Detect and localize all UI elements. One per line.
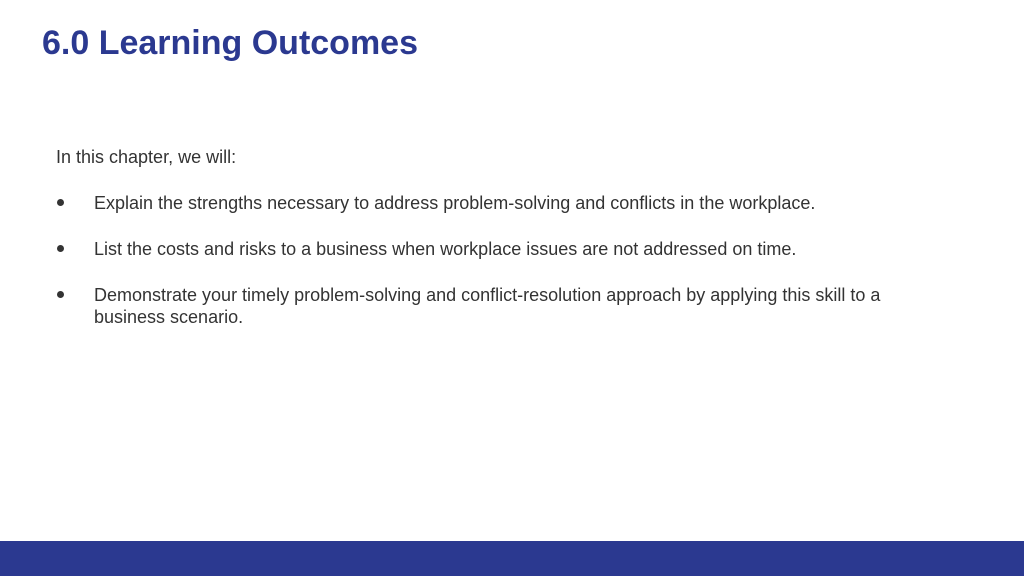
learning-outcomes-list [56,192,956,352]
bullet-icon [57,291,64,298]
intro-text: In this chapter, we will: [56,147,237,167]
list-item [56,238,956,260]
slide-title: 6.0 Learning Outcomes [42,24,418,62]
footer-bar [0,541,1024,576]
list-item [56,192,956,214]
outcome-text: List the costs and risks to a business when workplace issues are not addressed on time. [94,239,797,259]
outcome-text: Explain the strengths necessary to address problem-solving and conflicts in the workplace. [94,193,816,213]
bullet-icon [57,199,64,206]
list-item [56,284,956,328]
bullet-icon [57,245,64,252]
outcome-text: Demonstrate your timely problem-solving and conflict-resolution approach by applying this skill to a business scenario. [94,285,881,327]
